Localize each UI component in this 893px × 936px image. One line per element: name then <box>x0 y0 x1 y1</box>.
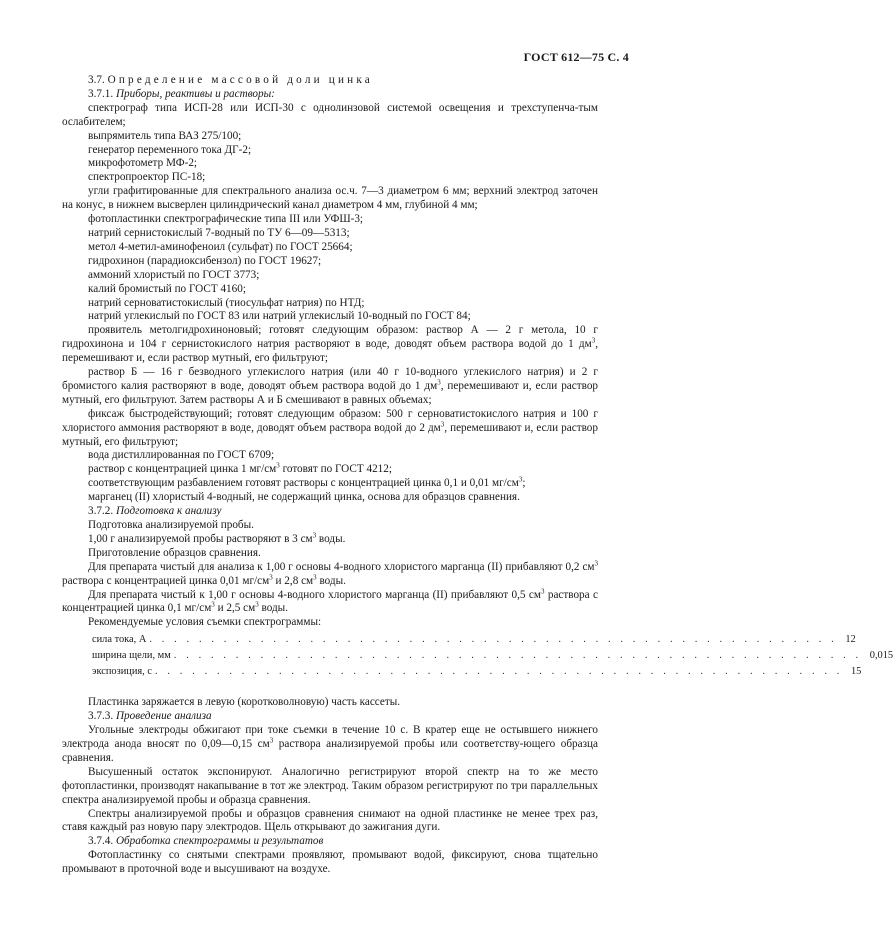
paragraph: Высушенный остаток экспонируют. Аналогично регистрируют второй спектр на то же место фотопластинки, производят накапывание в тот же электрод. Таким образом регистрируют по три параллельных спектра анализируемой пробы и образца сравнения. <box>62 765 598 806</box>
equipment-item: натрий серноватистокислый (тиосульфат натрия) по НТД; <box>88 296 365 309</box>
paragraph: Подготовка анализируемой пробы. <box>88 519 254 531</box>
conditions-row <box>88 649 893 665</box>
equipment-item: натрий сернистокислый 7-водный по ТУ 6—09—5313; <box>88 226 350 239</box>
paragraph: Пластинка заряжается в левую (коротковолновую) часть кассеты. <box>88 696 401 709</box>
condition-label: ширина щели, мм <box>92 650 171 662</box>
condition-value: 15 <box>850 666 862 678</box>
page-header: ГОСТ 612—75 С. 4 <box>523 50 629 64</box>
paragraph: 1,00 г анализируемой пробы растворяют в 3 $см^3$ воды. <box>88 531 346 545</box>
equipment-item: спектропроектор ПС-18; <box>88 171 206 184</box>
leader-dots: . . . . . . . . . . . . . . . . . . . . . . . . . . . . . . . . . . . . . . . . . . . . . . . . . . . . . . . . <box>155 666 843 678</box>
subsection-heading: 3.7.4. Обработка спектрограммы и результатов <box>88 835 324 848</box>
equipment-item: марганец (II) хлористый 4-водный, не содержащий цинка, основа для образцов сравнения. <box>88 491 520 504</box>
paragraph: Спектры анализируемой пробы и образцов сравнения снимают на одной пластинке не менее трех раз, ставя каждый раз новую пару электродов. Щель открывают до зажигания дуги. <box>62 807 598 834</box>
condition-label: экспозиция, с <box>92 666 152 678</box>
equipment-item: гидрохинон (парадиоксибензол) по ГОСТ 19627; <box>88 254 322 267</box>
paragraph: Для препарата чистый для анализа к 1,00 г основы 4-водного хлористого марганца (II) прибавляют 0,2 $см^3$ раствора с концентрацией цинка 0,01 $мг/см^3$ и 2,8 $см^3$ воды. <box>62 558 598 587</box>
section-heading: 3.7. Определение массовой доли цинка <box>88 74 373 86</box>
developer-paragraph: проявитель метолгидрохиноновый; готовят следующим образом: раствор А — 2 г метола, 10 г гидрохинона и 104 г сернистокислого натрия растворяют в воде, доводят объем раствора водой до 1 $дм^3$, перемешивают и, если раствор мутный, его фильтруют; <box>62 324 598 365</box>
paragraph: Рекомендуемые условия съемки спектрограммы: <box>88 616 322 629</box>
equipment-item: микрофотометр МФ-2; <box>88 157 198 170</box>
equipment-item: натрий углекислый по ГОСТ 83 или натрий углекислый 10-водный по ГОСТ 84; <box>88 310 471 323</box>
condition-value: 0,015 <box>869 650 893 662</box>
leader-dots: . . . . . . . . . . . . . . . . . . . . . . . . . . . . . . . . . . . . . . . . . . . . . . . . . . . . . . . . <box>173 650 862 662</box>
equipment-item: угли графитированные для спектрального анализа ос.ч. 7—3 диаметром 6 мм; верхний электрод заточен на конус, в нижнем высверлен цилиндрический канал диаметром 4 мм, глубиной 4 мм; <box>62 185 598 212</box>
leader-dots: . . . . . . . . . . . . . . . . . . . . . . . . . . . . . . . . . . . . . . . . . . . . . . . . . . . . . . . . <box>149 634 838 646</box>
subsection-heading: 3.7.2. Подготовка к анализу <box>88 505 222 518</box>
equipment-item: соответствующим разбавлением готовят растворы с концентрацией цинка 0,1 и 0,01 $мг/см^3$; <box>88 475 526 490</box>
equipment-item: фотопластинки спектрографические типа III или УФШ-3; <box>88 213 364 226</box>
equipment-item: выпрямитель типа ВАЗ 275/100; <box>88 129 242 142</box>
conditions-row <box>88 665 862 681</box>
equipment-item: генератор переменного тока ДГ-2; <box>88 143 252 156</box>
conditions-row <box>88 633 856 649</box>
condition-value: 12 <box>845 634 856 646</box>
paragraph: Фотопластинку со снятыми спектрами проявляют, промывают водой, фиксируют, снова тщательно промывают в проточной воде и высушивают на воздухе. <box>62 849 598 876</box>
document-body <box>62 74 893 877</box>
equipment-item: вода дистиллированная по ГОСТ 6709; <box>88 449 275 462</box>
equipment-item: аммоний хлористый по ГОСТ 3773; <box>88 268 260 281</box>
condition-label: сила тока, А <box>92 634 147 646</box>
subsection-heading: 3.7.1. Приборы, реактивы и растворы: <box>88 87 275 100</box>
equipment-item: метол 4-метил-аминофеноил (сульфат) по ГОСТ 25664; <box>88 240 353 253</box>
fixer-paragraph: фиксаж быстродействующий; готовят следующим образом: 500 г серноватистокислого натрия и 100 г хлористого аммония растворяют в воде, доводят объем раствора водой до 2 $дм^3$, перемешивают и, если раствор мутный, его фильтруют; <box>62 407 598 448</box>
paragraph: Приготовление образцов сравнения. <box>88 546 261 559</box>
subsection-heading: 3.7.3. Проведение анализа <box>88 710 212 723</box>
equipment-item: калий бромистый по ГОСТ 4160; <box>88 282 246 295</box>
developer-paragraph: раствор Б — 16 г безводного углекислого натрия (или 40 г 10-водного углекислого натрия) и 2 г бромистого калия растворяют в воде, доводят объем раствора водой до 1 $дм^3$, перемешивают и, если раствор мутный, его фильтруют. Затем растворы А и Б смешивают в равных объемах; <box>62 366 599 406</box>
conditions-table <box>88 633 893 681</box>
paragraph: Для препарата чистый к 1,00 г основы 4-водного хлористого марганца (II) прибавляют 0,5 $см^3$ раствора с концентрацией цинка 0,1 $мг/см^3$ и 2,5 $см^3$ воды. <box>62 586 598 615</box>
equipment-item: раствор с концентрацией цинка 1 $мг/см^3$ готовят по ГОСТ 4212; <box>88 461 392 476</box>
equipment-item: спектрограф типа ИСП-28 или ИСП-30 с однолинзовой системой освещения и трехступенча-тым ослабителем; <box>62 101 598 128</box>
paragraph: Угольные электроды обжигают при токе съемки в течение 10 с. В кратер еще не остывшего нижнего электрода анода вносят по 0,09—0,15 $см^3$ раствора анализируемой пробы или соответству-ющего образца сравнения. <box>62 724 598 764</box>
